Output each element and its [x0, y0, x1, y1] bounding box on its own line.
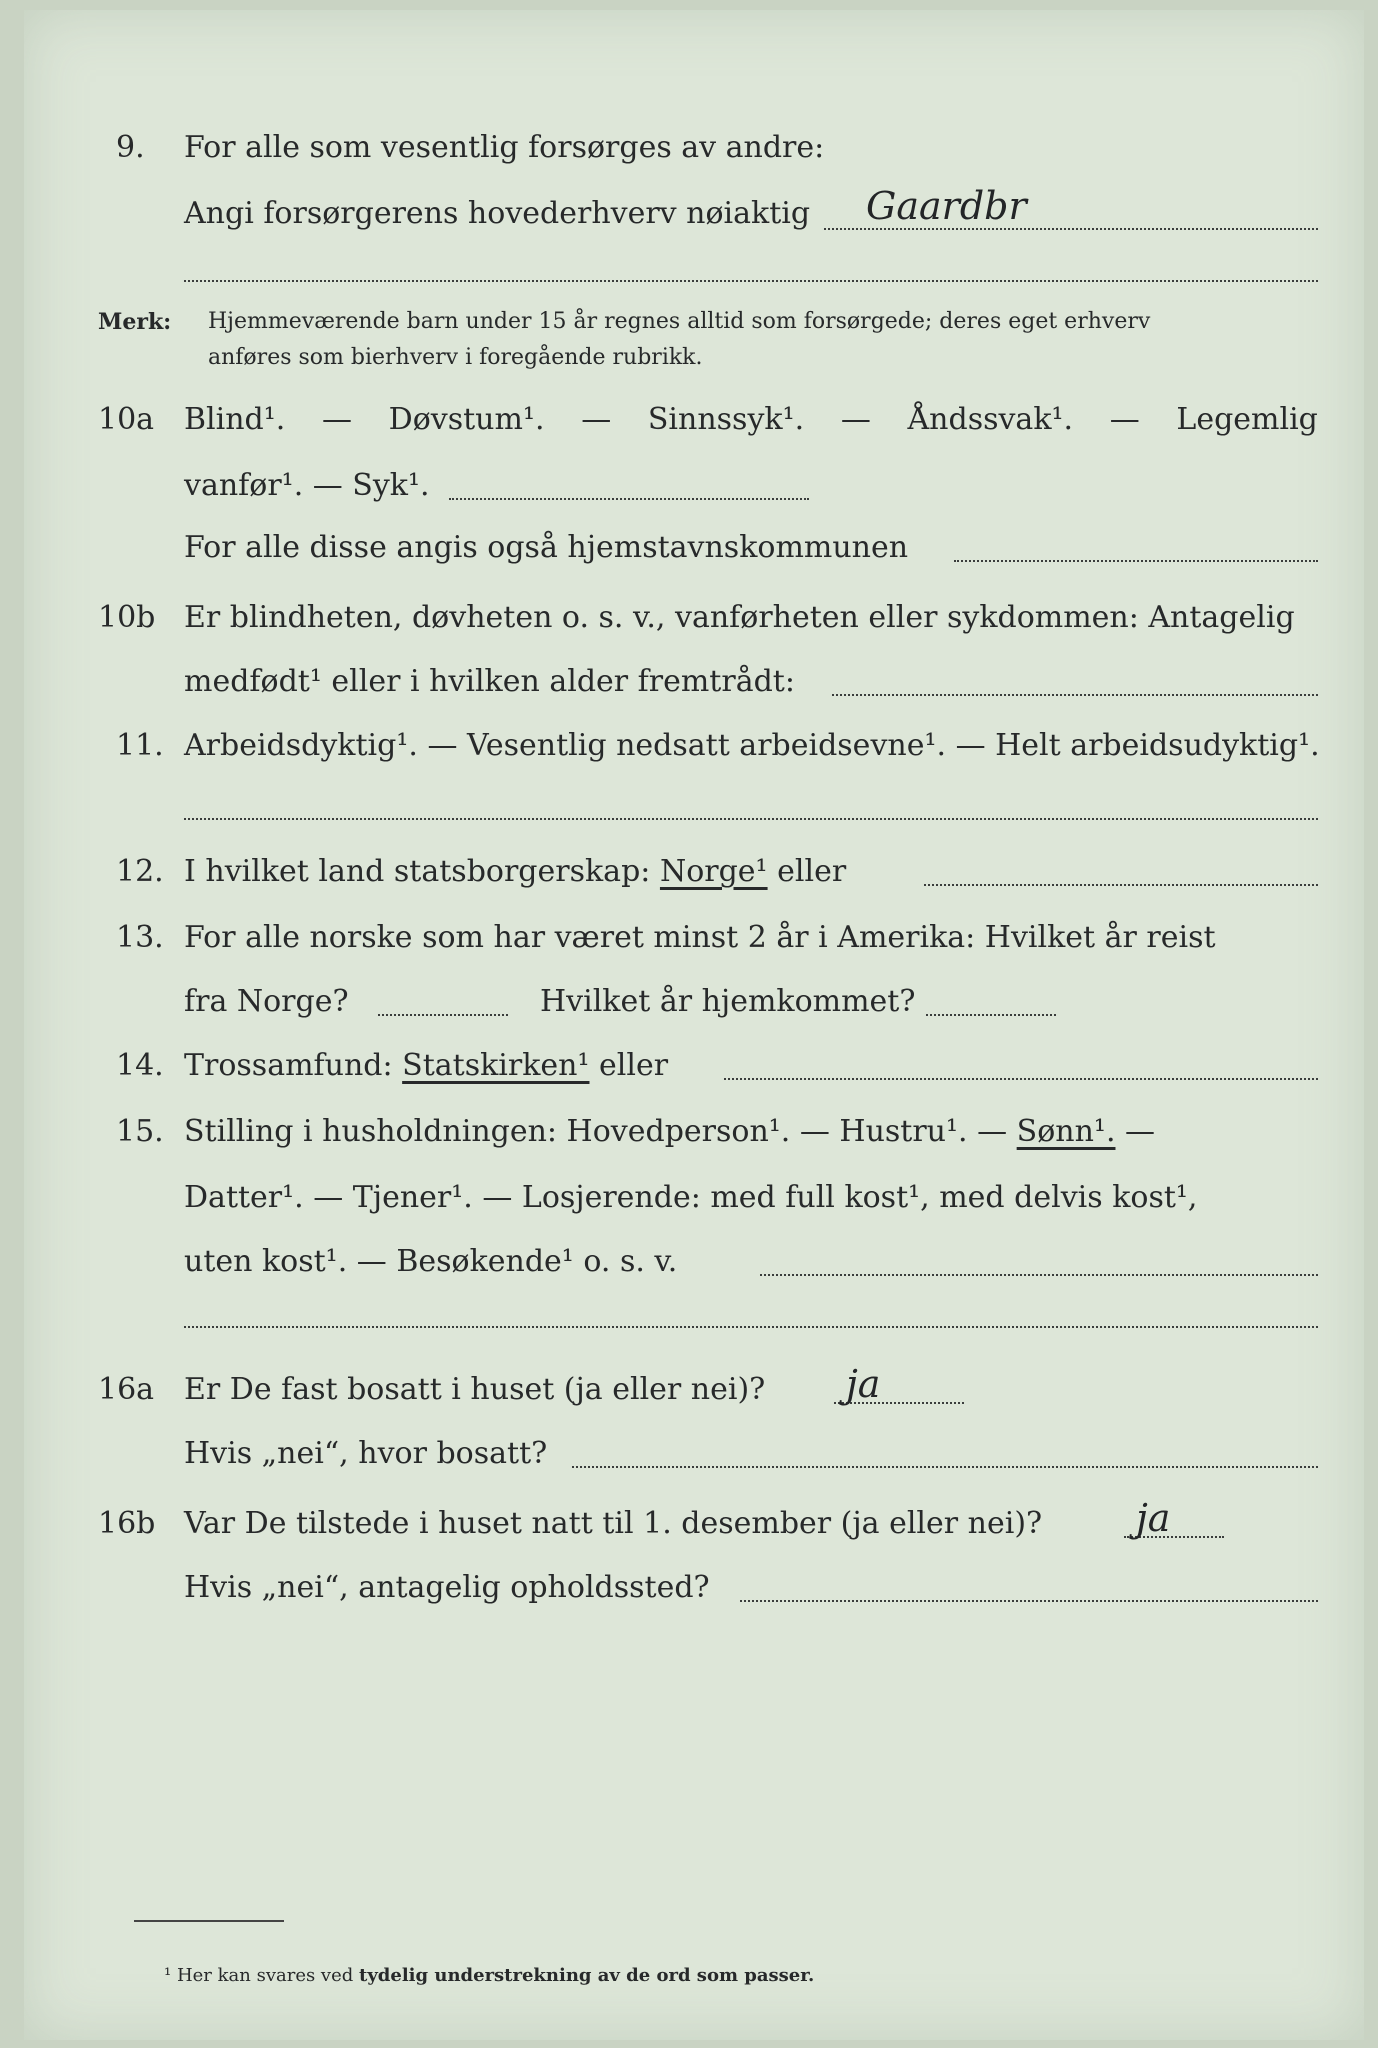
question-number: 16a	[98, 1372, 155, 1407]
question-16b-line-2	[24, 1568, 1364, 1612]
answer-line[interactable]	[926, 1014, 1056, 1016]
question-13-line-2	[24, 982, 1364, 1026]
question-16b	[24, 1496, 1364, 1548]
dash: —	[581, 402, 612, 437]
question-text	[184, 852, 846, 892]
question-16a-line-2	[24, 1434, 1364, 1478]
question-text	[184, 400, 1318, 440]
option-andssvak: Åndssvak¹.	[907, 402, 1074, 437]
footnote-emphasis: tydelig understrekning av de ord som passer.	[359, 1965, 815, 1986]
note-text: Hjemmeværende barn under 15 år regnes alltid som forsørgede; deres eget erhverv	[208, 309, 1151, 334]
answer-line[interactable]	[184, 818, 1318, 820]
question-number: 10b	[98, 600, 156, 635]
question-10a	[24, 400, 1364, 444]
question-text: Hvis „nei“, antagelig opholdssted?	[184, 1570, 710, 1605]
question-text: vanfør¹. — Syk¹.	[184, 468, 430, 503]
answer-line[interactable]	[924, 884, 1318, 886]
question-12	[24, 852, 1364, 896]
question-suffix: eller	[777, 854, 847, 889]
census-form-page	[24, 10, 1364, 2040]
dash: —	[1125, 1114, 1156, 1149]
dash: —	[1109, 402, 1140, 437]
question-15	[24, 1112, 1364, 1156]
question-text: Hvilket år hjemkommet?	[540, 984, 916, 1019]
answer-line[interactable]	[572, 1466, 1318, 1468]
answer-line[interactable]	[832, 694, 1318, 696]
footnote	[164, 1965, 814, 1986]
question-text: Er De fast bosatt i huset (ja eller nei)?	[184, 1372, 766, 1407]
question-text	[184, 1046, 668, 1086]
answer-line[interactable]	[184, 280, 1318, 282]
question-text: Var De tilstede i huset natt til 1. desember (ja eller nei)?	[184, 1506, 1043, 1541]
question-suffix: eller	[599, 1048, 669, 1083]
question-text: Hvis „nei“, hvor bosatt?	[184, 1436, 548, 1471]
question-9	[24, 128, 1364, 172]
question-10b-line-2	[24, 662, 1364, 706]
option-blind: Blind¹.	[184, 402, 286, 437]
note-label: Merk:	[98, 309, 172, 335]
question-text: For alle disse angis også hjemstavnskommunen	[184, 530, 909, 565]
note-text: anføres som bierhverv i foregående rubrikk.	[208, 345, 703, 370]
question-number: 10a	[98, 402, 155, 437]
question-15-line-3	[24, 1242, 1364, 1286]
question-text	[184, 1112, 1155, 1152]
question-text: Datter¹. — Tjener¹. — Losjerende: med full kost¹, med delvis kost¹,	[184, 1180, 1198, 1215]
question-text: For alle som vesentlig forsørges av andre:	[184, 130, 825, 165]
question-9-line-2	[24, 184, 1364, 238]
question-number: 15.	[116, 1114, 164, 1149]
underlined-option: Statskirken¹	[402, 1048, 590, 1083]
question-text: Er blindheten, døvheten o. s. v., vanførheten eller sykdommen: Antagelig	[184, 600, 1295, 635]
question-10a-line-3	[24, 528, 1364, 572]
question-prefix: Trossamfund:	[184, 1048, 393, 1083]
question-prefix: I hvilket land statsborgerskap:	[184, 854, 651, 889]
footnote-divider	[134, 1920, 284, 1922]
question-number: 14.	[116, 1048, 164, 1083]
question-10b	[24, 598, 1364, 642]
question-number: 16b	[98, 1506, 156, 1541]
answer-line[interactable]	[378, 1014, 508, 1016]
option-legemlig: Legemlig	[1176, 402, 1318, 437]
question-text: Angi forsørgerens hovederhverv nøiaktig	[184, 196, 811, 231]
question-number: 13.	[116, 920, 164, 955]
question-10a-line-2	[24, 466, 1364, 510]
question-text: medfødt¹ eller i hvilken alder fremtrådt:	[184, 664, 795, 699]
option-sinnssyk: Sinnssyk¹.	[647, 402, 805, 437]
question-text: Arbeidsdyktig¹. — Vesentlig nedsatt arbeidsevne¹. — Helt arbeidsudyktig¹.	[184, 728, 1320, 763]
footnote-mark: ¹	[164, 1965, 172, 1986]
question-16a	[24, 1362, 1364, 1414]
handwritten-answer: ja	[1136, 1496, 1171, 1540]
question-14	[24, 1046, 1364, 1090]
question-13	[24, 918, 1364, 962]
underlined-option: Norge¹	[659, 854, 768, 889]
question-number: 11.	[116, 728, 164, 763]
question-text: uten kost¹. — Besøkende¹ o. s. v.	[184, 1244, 678, 1279]
answer-line[interactable]	[760, 1274, 1318, 1276]
answer-line[interactable]	[184, 1326, 1318, 1328]
answer-line[interactable]	[724, 1078, 1318, 1080]
question-text: For alle norske som har været minst 2 år i Amerika: Hvilket år reist	[184, 920, 1216, 955]
dash: —	[322, 402, 352, 437]
question-11	[24, 726, 1364, 770]
answer-line[interactable]	[954, 560, 1318, 562]
question-number: 9.	[116, 130, 145, 165]
handwritten-answer: Gaardbr	[866, 184, 1027, 228]
answer-line[interactable]	[449, 498, 809, 500]
question-15-line-2	[24, 1178, 1364, 1222]
footnote-text: Her kan svares ved	[176, 1965, 354, 1986]
question-text: fra Norge?	[184, 984, 349, 1019]
answer-line[interactable]	[740, 1600, 1318, 1602]
option-dovstum: Døvstum¹.	[388, 402, 545, 437]
answer-line[interactable]	[824, 228, 1318, 230]
dash: —	[840, 402, 871, 437]
handwritten-answer: ja	[846, 1362, 881, 1406]
underlined-option: Sønn¹.	[1016, 1114, 1116, 1149]
question-prefix: Stilling i husholdningen: Hovedperson¹. — Hustru¹. —	[184, 1114, 1008, 1149]
question-number: 12.	[116, 854, 164, 889]
